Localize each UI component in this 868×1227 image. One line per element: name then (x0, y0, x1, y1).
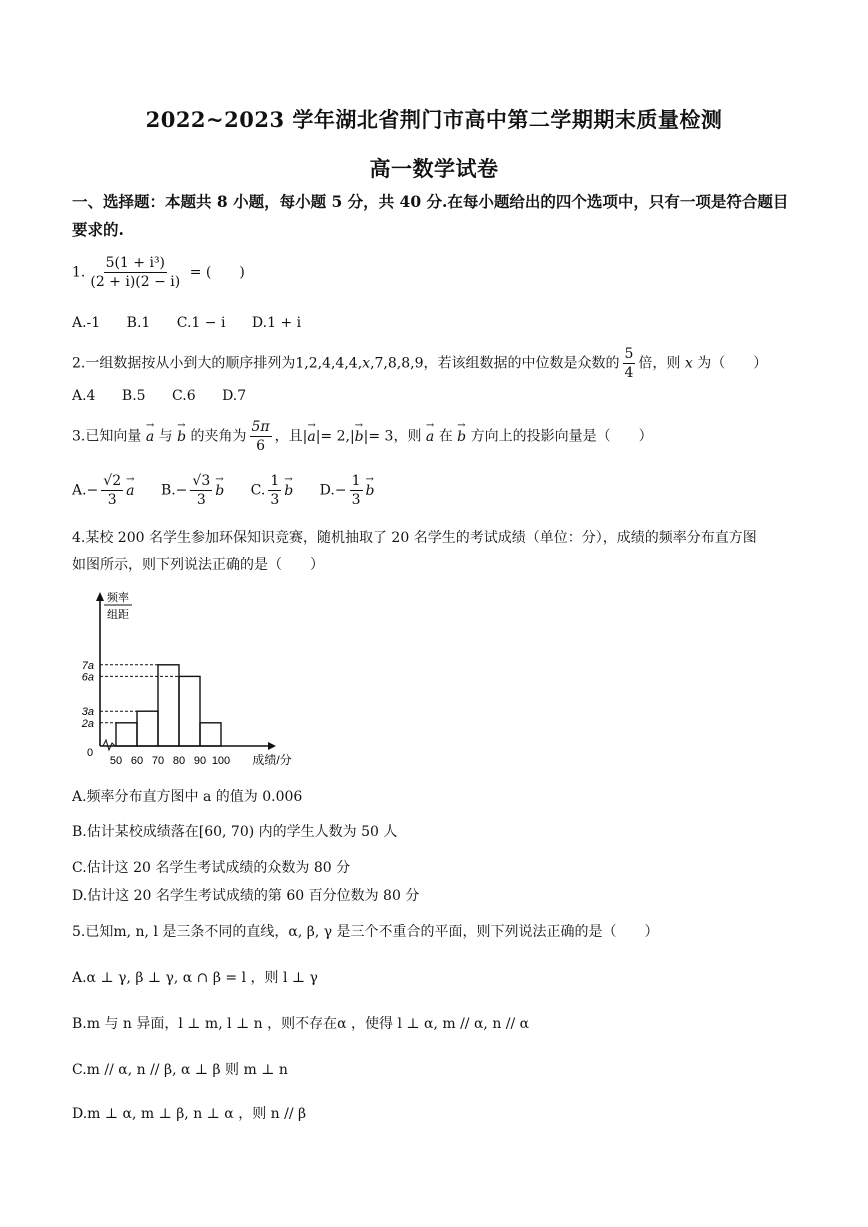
q3-text-8: 方向上的投影向量是（ ） (470, 428, 653, 445)
question-3 (72, 418, 653, 455)
q3-option-a (72, 472, 134, 509)
q1-option-a: A.-1 (72, 315, 101, 331)
q3-opt-a-prefix: A.− (72, 482, 99, 499)
question-5: 5.已知m, n, l 是三条不同的直线，α, β, γ 是三个不重合的平面，则下列说法正确的是（ ） (72, 924, 659, 940)
x-tick-label: 80 (172, 755, 186, 767)
y-axis-arrow (96, 592, 104, 601)
q3-opt-c-num: 1 (270, 473, 280, 489)
q2-option-b: B.5 (121, 388, 146, 404)
section-heading: 一、选择题：本题共 8 小题，每小题 5 分，共 40 分.在每小题给出的四个选项中，只有一项是符合题目要求的. (72, 192, 789, 239)
page-subtitle: 高一数学试卷 (369, 156, 499, 181)
q3-text-1: 3.已知向量 (72, 428, 142, 445)
q2-text-2: ,7,8,8,9，若该组数据的中位数是众数的 (370, 355, 620, 372)
q2-frac-num: 5 (624, 346, 634, 362)
question-1 (72, 254, 245, 291)
vector-a: → a (146, 427, 154, 447)
q3-options (72, 472, 396, 509)
x-tick-label: 90 (193, 755, 207, 767)
histogram-bar (200, 723, 221, 746)
x-tick-label: 70 (151, 755, 165, 767)
vector-b: → b (177, 427, 186, 447)
q3-opt-d-den: 3 (351, 492, 361, 508)
q2-text-1: 2.一组数据按从小到大的顺序排列为1,2,4,4,4, (72, 355, 363, 372)
q1-option-d: D.1 + i (251, 315, 302, 331)
x-tick-label: 60 (130, 755, 144, 767)
q3-text-5: |= 2,| (315, 428, 355, 445)
q1-option-b: B.1 (126, 315, 151, 331)
q1-number: 1. (72, 264, 86, 281)
q4-option-b: B.估计某校成绩落在[60, 70) 内的学生人数为 50 人 (72, 824, 398, 840)
frequency-histogram (70, 588, 310, 773)
q3-opt-a-den: 3 (107, 492, 117, 508)
q3-opt-a-num: √2 (103, 473, 122, 489)
q3-opt-d-vec: → b (366, 481, 375, 501)
q2-fraction (623, 345, 636, 382)
q4-option-d: D.估计这 20 名学生考试成绩的第 60 百分位数为 80 分 (72, 888, 420, 904)
q1-options (72, 313, 323, 333)
q2-var: x (362, 355, 371, 372)
question-2 (72, 345, 767, 382)
q3-opt-b-vec: → b (215, 481, 224, 501)
q3-opt-d-frac (350, 472, 363, 509)
q1-fraction (88, 254, 182, 291)
q1-numerator: 5(1 + i³) (105, 255, 166, 271)
q3-opt-d-prefix: D.− (319, 482, 347, 499)
q3-opt-a-vec: → a (126, 481, 134, 501)
q2-frac-den: 4 (624, 365, 634, 381)
q5-option-b: B.m 与 n 异面，l ⊥ m, l ⊥ n ，则不存在α ，使得 l ⊥ α, m // α, n // α (72, 1016, 530, 1032)
y-label-bottom: 组距 (107, 609, 129, 621)
y-tick-label: 7a (81, 659, 94, 672)
q5-option-d: D.m ⊥ α, m ⊥ β, n ⊥ α ，则 n // β (72, 1106, 307, 1122)
q4-text-1: 4.某校 200 名学生参加环保知识竞赛，随机抽取了 20 名学生的考试成绩（单位：分），成绩的频率分布直方图 (72, 530, 757, 546)
q3-option-b (161, 472, 224, 509)
q3-text-6: |= 3，则 (363, 428, 422, 445)
q2-option-d: D.7 (222, 388, 247, 404)
vector-b-3: → b (457, 427, 466, 447)
y-label-top: 频率 (107, 592, 129, 604)
q2-option-a: A.4 (72, 388, 96, 404)
q3-opt-a-frac (101, 472, 123, 509)
q1-option-c: C.1 − i (176, 315, 226, 331)
q2-options (72, 386, 268, 406)
histogram-labels (81, 590, 292, 767)
q3-opt-c-prefix: C. (250, 482, 266, 499)
origin-label: 0 (86, 747, 94, 759)
histogram-bar (158, 665, 179, 746)
x-tick-label: 100 (211, 755, 231, 767)
q3-opt-c-frac (268, 472, 281, 509)
q3-angle (250, 418, 272, 455)
vector-b-2: → b (355, 427, 364, 447)
x-axis-arrow (268, 742, 276, 750)
q3-opt-b-frac (190, 472, 212, 509)
q3-opt-d-num: 1 (351, 473, 361, 489)
q1-tail: = ( ) (189, 264, 245, 281)
histogram-bar (116, 723, 137, 746)
q5-option-c: C.m // α, n // β, α ⊥ β 则 m ⊥ n (72, 1062, 288, 1078)
q3-text-4: ，且| (274, 428, 308, 445)
y-tick-label: 3a (81, 706, 94, 719)
q3-opt-c-vec: → b (284, 481, 293, 501)
q5-option-a: A.α ⊥ γ, β ⊥ γ, α ∩ β = l ，则 l ⊥ γ (72, 970, 318, 986)
histogram-bars (100, 665, 221, 746)
q2-option-c: C.6 (172, 388, 196, 404)
q3-opt-c-den: 3 (270, 492, 280, 508)
q3-text-3: 的夹角为 (190, 428, 247, 445)
x-tick-label: 50 (109, 755, 123, 767)
q2-text-3: 倍，则 (638, 355, 681, 372)
q3-angle-den: 6 (256, 438, 266, 454)
q2-var-2: x (684, 355, 693, 372)
q4-option-a: A.频率分布直方图中 a 的值为 0.006 (72, 789, 303, 805)
q2-text-4: 为（ ） (697, 355, 768, 372)
q3-text-7: 在 (438, 428, 453, 445)
vector-a-3: → a (426, 427, 434, 447)
histogram-bar (179, 676, 200, 746)
page-title: 2022~2023 学年湖北省荆门市高中第二学期期末质量检测 (145, 107, 723, 132)
q3-opt-b-den: 3 (196, 492, 206, 508)
x-axis-label: 成绩/分 (252, 753, 292, 767)
y-tick-label: 2a (81, 717, 94, 730)
q3-angle-num: 5π (251, 419, 270, 435)
q3-opt-b-prefix: B.− (160, 482, 188, 499)
q3-option-c (251, 472, 294, 509)
q3-opt-b-num: √3 (192, 473, 211, 489)
q3-option-d (320, 472, 375, 509)
histogram-bar (137, 711, 158, 746)
y-tick-label: 6a (81, 671, 94, 684)
axis-break (103, 740, 115, 750)
q3-text-2: 与 (158, 428, 173, 445)
q1-denominator: (2 + i)(2 − i) (90, 274, 181, 290)
vector-a-2: → a (307, 427, 315, 447)
q4-option-c: C.估计这 20 名学生考试成绩的众数为 80 分 (72, 860, 351, 876)
q4-text-2: 如图所示，则下列说法正确的是（ ） (72, 557, 324, 573)
